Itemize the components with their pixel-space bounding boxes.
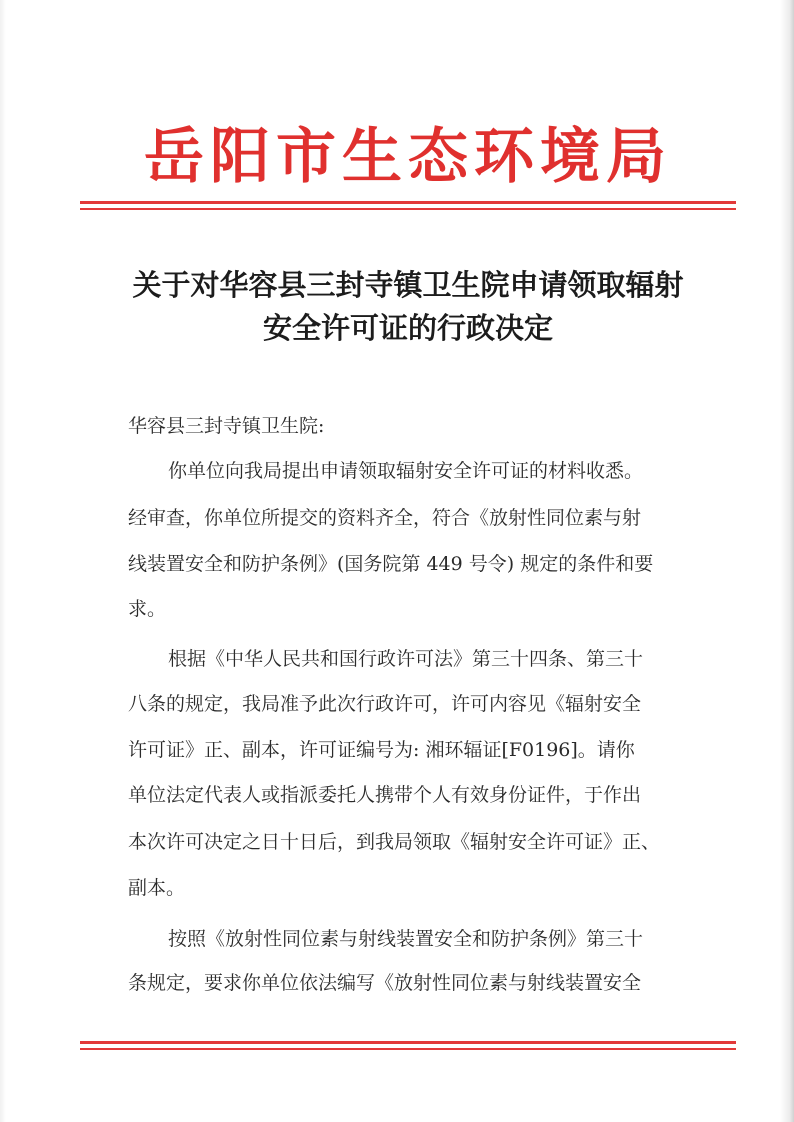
paragraph-2-line-1: 根据《中华人民共和国行政许可法》第三十四条、第三十	[168, 648, 644, 670]
footer-red-rule-thick	[80, 1041, 736, 1044]
page-edge-shadow-left	[0, 0, 6, 1122]
paragraph-1-line-4: 求。	[128, 598, 167, 620]
paragraph-1-line-1: 你单位向我局提出申请领取辐射安全许可证的材料收悉。	[168, 460, 644, 482]
paragraph-2-line-5: 本次许可决定之日十日后，到我局领取《辐射安全许可证》正、	[128, 831, 661, 853]
paragraph-2-line-2: 八条的规定，我局准予此次行政许可，许可内容见《辐射安全	[128, 693, 642, 715]
letterhead-agency-name: 岳阳市生态环境局	[144, 122, 672, 192]
page-edge-shadow-right	[780, 0, 794, 1122]
document-title-line-2: 安全许可证的行政决定	[262, 311, 553, 345]
footer-red-rule-thin	[80, 1048, 736, 1050]
document-title-line-1: 关于对华容县三封寺镇卫生院申请领取辐射	[132, 268, 684, 302]
paragraph-2-line-4: 单位法定代表人或指派委托人携带个人有效身份证件，于作出	[128, 784, 642, 806]
paragraph-3-line-1: 按照《放射性同位素与射线装置安全和防护条例》第三十	[168, 928, 644, 950]
paragraph-3-line-2: 条规定，要求你单位依法编写《放射性同位素与射线装置安全	[128, 972, 642, 994]
paragraph-2-line-6: 副本。	[128, 877, 186, 899]
letterhead-red-rule-thin	[80, 208, 736, 210]
paragraph-1-line-3: 线装置安全和防护条例》(国务院第 449 号令) 规定的条件和要	[128, 553, 654, 575]
paragraph-2-line-3: 许可证》正、副本，许可证编号为: 湘环辐证[F0196]。请你	[128, 739, 635, 761]
paragraph-1-line-2: 经审查，你单位所提交的资料齐全，符合《放射性同位素与射	[128, 507, 642, 529]
salutation: 华容县三封寺镇卫生院:	[128, 415, 325, 437]
letterhead-red-rule-thick	[80, 201, 736, 204]
